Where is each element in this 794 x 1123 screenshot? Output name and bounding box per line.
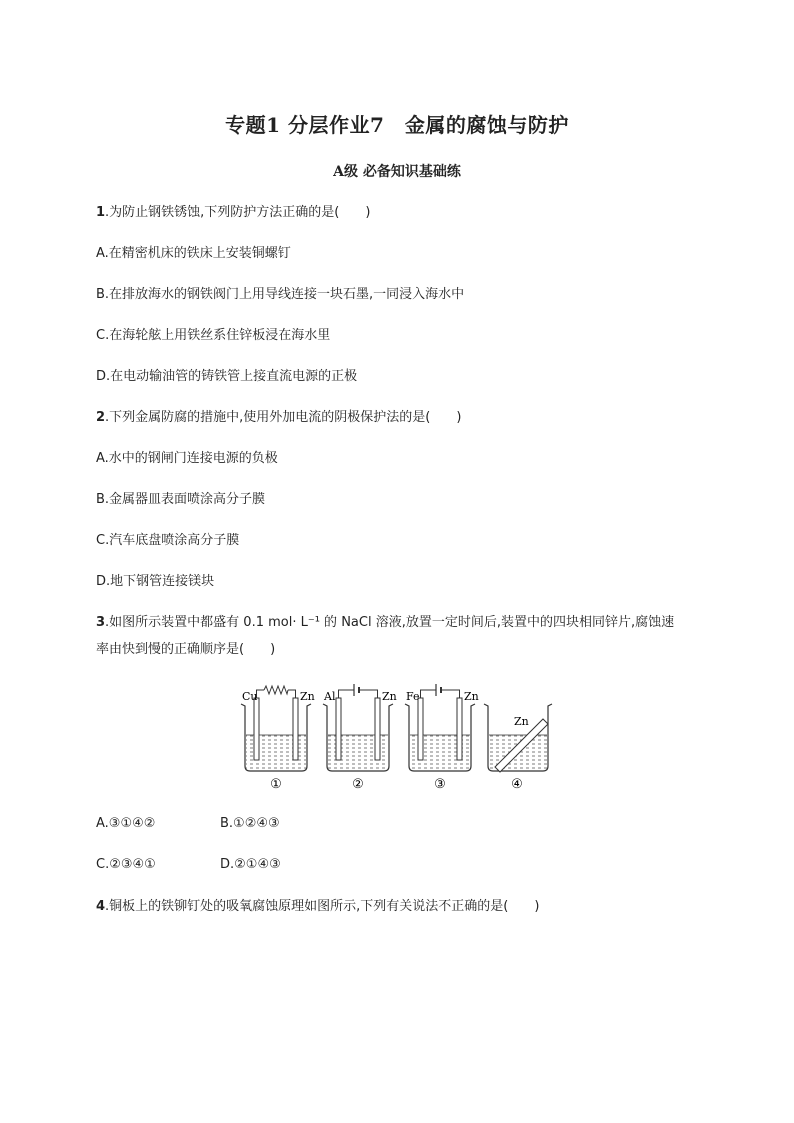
electrode-label-left: Cu [242,690,258,703]
beaker-4 [484,704,552,792]
beaker-2 [323,684,397,792]
question-text: .铜板上的铁铆钉处的吸氧腐蚀原理如图所示,下列有关说法不正确的是( ) [105,899,540,914]
q3-option-b: B.①②④③ [220,816,280,831]
q1-option-a: A.在精密机床的铁床上安装铜螺钉 [96,246,291,261]
question-number: 2 [96,410,106,425]
electrochemistry-figure [238,678,568,798]
q3-option-d: D.②①④③ [220,857,281,872]
beaker-3 [405,684,479,792]
question-text: .下列金属防腐的措施中,使用外加电流的阴极保护法的是( ) [105,410,462,425]
q2-option-a: A.水中的钢闸门连接电源的负极 [96,451,278,466]
electrode-label-right: Zn [464,690,479,703]
q1-option-c: C.在海轮舷上用铁丝系住锌板浸在海水里 [96,328,331,343]
q2-option-c: C.汽车底盘喷涂高分子膜 [96,533,240,548]
electrode-label-left: Al [324,690,336,703]
page-title: 专题1 分层作业7 金属的腐蚀与防护 [225,113,569,137]
question-text: .为防止钢铁锈蚀,下列防护方法正确的是( ) [105,205,371,220]
question-4-stem [96,898,539,916]
q1-option-b: B.在排放海水的钢铁阀门上用导线连接一块石墨,一同浸入海水中 [96,287,465,302]
question-1-stem [96,204,370,222]
question-3-stem-cont: 率由快到慢的正确顺序是( ) [96,642,276,657]
beaker-number: ④ [511,777,523,792]
beaker-number: ③ [434,777,446,792]
electrode-label-right: Zn [300,690,315,703]
q3-option-c: C.②③④① [96,857,156,872]
beakers-diagram [238,678,568,794]
beaker-number: ② [352,777,364,792]
beaker-number: ① [270,777,282,792]
question-3-stem [96,614,674,632]
q3-option-a: A.③①④② [96,816,156,831]
section-heading: A级 必备知识基础练 [333,164,461,180]
electrode-label-left: Fe [406,690,420,703]
electrode-label-right: Zn [514,715,529,728]
q2-option-b: B.金属器皿表面喷涂高分子膜 [96,492,266,507]
q2-option-d: D.地下钢管连接镁块 [96,574,215,589]
question-number: 4 [96,899,106,914]
question-number: 1 [96,205,106,220]
electrode-label-right: Zn [382,690,397,703]
beaker-1 [241,686,315,792]
question-text: .如图所示装置中都盛有 0.1 mol· L⁻¹ 的 NaCl 溶液,放置一定时间后,装置中的四块相同锌片,腐蚀速 [105,615,675,630]
question-number: 3 [96,615,106,630]
q1-option-d: D.在电动输油管的铸铁管上接直流电源的正极 [96,369,358,384]
question-2-stem [96,409,461,427]
